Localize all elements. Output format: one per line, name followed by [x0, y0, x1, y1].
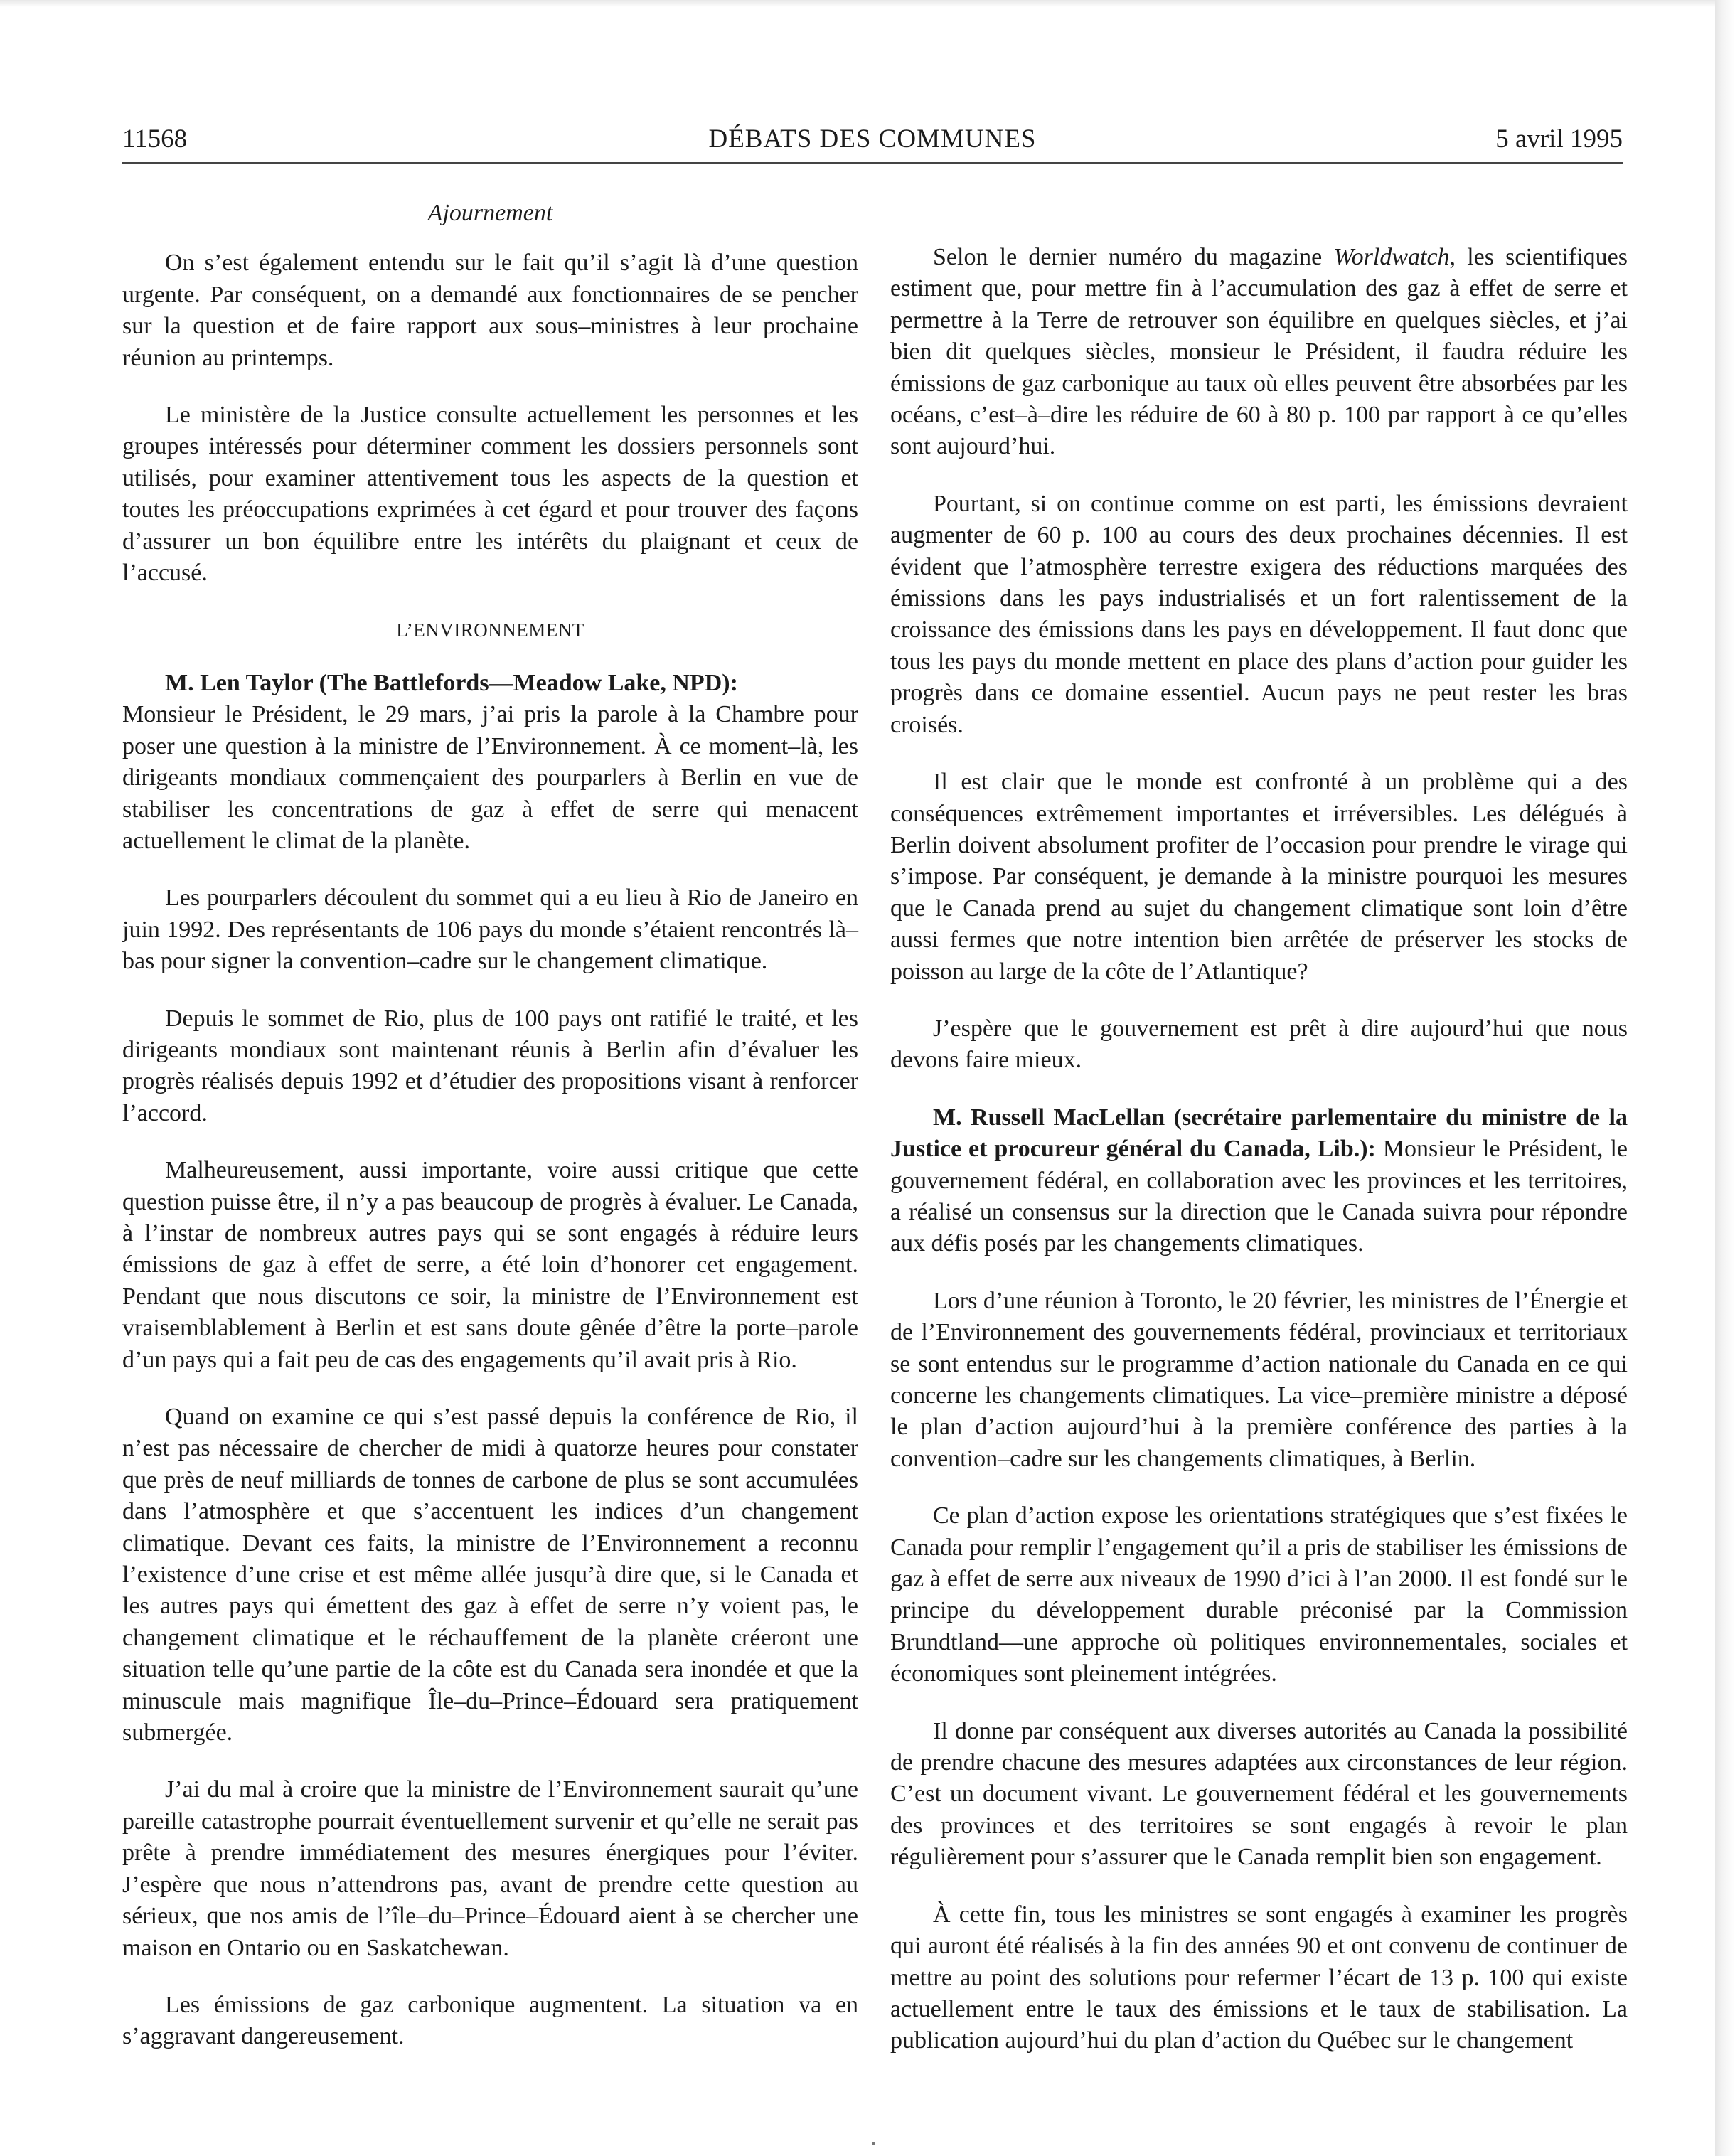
- speech-text: Monsieur le Président, le gouvernement fédéral, en collaboration avec les provinces et les territoires, a réalisé un consensus sur la direction que le Canada suivra pour répondre aux défis posés par les changements climatiques.: [890, 1136, 1628, 1257]
- paragraph: Malheureusement, aussi importante, voire aussi critique que cette question puisse être, il n’y a pas beaucoup de progrès à évaluer. Le Canada, à l’instar de nombreux autres pays qui se sont engagés à réduire leurs émissions de gaz à effet de serre, a été loin d’honorer cet engagement. Pendant que nous discutons ce soir, la ministre de l’Environnement est vraisemblablement à Berlin et est sans doute gênée d’être la porte–parole d’un pays qui a fait peu de cas des engagements qu’il avait pris à Rio.: [122, 1157, 858, 1373]
- paragraph: Le ministère de la Justice consulte actuellement les personnes et les groupes intéressés pour déterminer comment les dossiers personnels sont utilisés, pour examiner attentivement tous les aspects de la question et toutes les préoccupations exprimées à cet égard et pour trouver des façons d’assurer un bon équilibre entre les intérêts du plaignant et ceux de l’accusé.: [122, 402, 858, 587]
- publication-title: DÉBATS DES COMMUNES: [708, 124, 1037, 154]
- speaker-name: M. Russell MacLellan (secrétaire parlementaire du ministre de la Justice et procureur général du Canada, Lib.):: [890, 1104, 1628, 1163]
- speaker-paragraph: [890, 1102, 1628, 1260]
- paragraph: Pourtant, si on continue comme on est parti, les émissions devraient augmenter de 60 p. 100 au cours des deux prochaines décennies. Il est évident que l’atmosphère terrestre exigera des réductions marquées des émissions dans les pays industrialisés et un fort ralentissement de la croissance des émissions dans les pays en développement. Il faut donc que tous les pays du monde mettent en place des plans d’action pour guider les progrès dans ce domaine essentiel. Aucun pays ne peut rester les bras croisés.: [890, 490, 1628, 738]
- text-run: , les scientifiques estiment que, pour mettre fin à l’accumulation des gaz à effet de serre et permettre à la Terre de retrouver son équilibre en quelques siècles, et j’ai bien dit quelques siècles, monsieur le Président, il faudra réduire les émissions de gaz carbonique au taux où elles peuvent être absorbées par les océans, c’est–à–dire les réduire de 60 à 80 p. 100 par rapport à ce qu’elles sont aujourd’hui.: [890, 244, 1628, 460]
- paragraph: Il donne par conséquent aux diverses autorités au Canada la possibilité de prendre chacune des mesures adaptées aux circonstances de leur région. C’est un document vivant. Le gouvernement fédéral et les gouvernements des provinces et des territoires se sont engagés à revoir le plan régulièrement pour s’assurer que le Canada remplit bien son engagement.: [890, 1717, 1628, 1871]
- publication-date: 5 avril 1995: [1495, 124, 1623, 154]
- paragraph: Ce plan d’action expose les orientations stratégiques que s’est fixées le Canada pour remplir l’engagement qu’il a pris de stabiliser les émissions de gaz à effet de serre aux niveaux de 1990 d’ici à l’an 2000. Il est fondé sur le principe du développement durable préconisé par la Commission Brundtland—une approche où politiques environnementales, sociales et économiques sont pleinement intégrées.: [890, 1503, 1628, 1687]
- paragraph: Les émissions de gaz carbonique augmentent. La situation va en s’aggravant dangereusement.: [122, 1991, 858, 2050]
- speaker-name: M. Len Taylor (The Battlefords—Meadow Lake, NPD):: [165, 669, 738, 696]
- right-column: [890, 242, 1628, 2083]
- paragraph: Depuis le sommet de Rio, plus de 100 pays ont ratifié le traité, et les dirigeants mondiaux sont maintenant réunis à Berlin afin d’évaluer les progrès réalisés depuis 1992 et d’étudier des propositions visant à renforcer l’accord.: [122, 1005, 858, 1126]
- running-header: [122, 119, 1623, 159]
- paragraph: Il est clair que le monde est confronté à un problème qui a des conséquences extrêmement importantes et irréversibles. Les délégués à Berlin doivent absolument profiter de l’occasion pour prendre le virage qui s’impose. Par conséquent, je demande à la ministre pourquoi les mesures que le Canada prend au sujet du changement climatique sont loin d’être aussi fermes que notre intention bien arrêtée de préserver les stocks de poisson au large de la côte de l’Atlantique?: [890, 769, 1628, 985]
- scan-top-edge: [0, 0, 1735, 7]
- section-heading: Ajournement: [427, 200, 553, 226]
- left-column: [122, 192, 858, 2078]
- speaker-paragraph: [122, 668, 858, 857]
- magazine-name: Worldwatch: [1333, 244, 1450, 270]
- page-number: 11568: [122, 124, 188, 154]
- paragraph: Lors d’une réunion à Toronto, le 20 février, les ministres de l’Énergie et de l’Environnement des gouvernements fédéral, provinciaux et territoriaux se sont entendus sur le programme d’action nationale du Canada en ce qui concerne les changements climatiques. La vice–première ministre a déposé le plan d’action aujourd’hui à la première conférence des parties à la convention–cadre sur les changements climatiques, à Berlin.: [890, 1287, 1628, 1472]
- paragraph: J’ai du mal à croire que la ministre de l’Environnement saurait qu’une pareille catastrophe pourrait éventuellement survenir et qu’elle ne serait pas prête à prendre immédiatement des mesures énergiques pour l’éviter. J’espère que nous n’attendrons pas, avant de prendre cette question au sérieux, que nos amis de l’île–du–Prince–Édouard aient à se chercher une maison en Ontario ou en Saskatchewan.: [122, 1776, 858, 1961]
- speech-text: Monsieur le Président, le 29 mars, j’ai pris la parole à la Chambre pour poser une question à la ministre de l’Environnement. À ce moment–là, les dirigeants mondiaux commençaient des pourparlers à Berlin en vue de stabiliser les concentrations de gaz à effet de serre qui menacent actuellement le climat de la planète.: [122, 701, 858, 854]
- paragraph: On s’est également entendu sur le fait qu’il s’agit là d’une question urgente. Par conséquent, on a demandé aux fonctionnaires de se pencher sur la question et de faire rapport aux sous–ministres à leur prochaine réunion au printemps.: [122, 250, 858, 371]
- paragraph: Les pourparlers découlent du sommet qui a eu lieu à Rio de Janeiro en juin 1992. Des représentants de 106 pays du monde s’étaient rencontrés là–bas pour signer la convention–cadre sur le changement climatique.: [122, 885, 858, 975]
- topic-heading: L’ENVIRONNEMENT: [396, 619, 584, 641]
- header-rule: [122, 162, 1623, 164]
- paragraph: À cette fin, tous les ministres se sont engagés à examiner les progrès qui auront été réalisés à la fin des années 90 et ont convenu de continuer de mettre au point des solutions pour refermer l’écart de 13 p. 100 qui existe actuellement entre le taux des émissions et le taux de stabilisation. La publication aujourd’hui du plan d’action du Québec sur le changement: [890, 1901, 1628, 2054]
- paragraph: [890, 242, 1628, 463]
- scan-dot: [872, 2142, 875, 2145]
- paragraph: Quand on examine ce qui s’est passé depuis la conférence de Rio, il n’est pas nécessaire de chercher de midi à quatorze heures pour constater que près de neuf milliards de tonnes de carbone de plus se sont accumulées dans l’atmosphère et que s’accentuent les indices d’un changement climatique. Devant ces faits, la ministre de l’Environnement a reconnu l’existence d’une crise et est même allée jusqu’à dire que, si le Canada et les autres pays qui émettent des gaz à effet de serre n’y voient pas, le changement climatique et le réchauffement de la planète créeront une situation telle qu’une partie de la côte est du Canada sera inondée et que la minuscule mais magnifique Île–du–Prince–Édouard sera pratiquement submergée.: [122, 1404, 858, 1746]
- text-run: Selon le dernier numéro du magazine: [933, 244, 1334, 270]
- paragraph: J’espère que le gouvernement est prêt à dire aujourd’hui que nous devons faire mieux.: [890, 1015, 1628, 1074]
- scan-right-edge: [1715, 0, 1735, 2156]
